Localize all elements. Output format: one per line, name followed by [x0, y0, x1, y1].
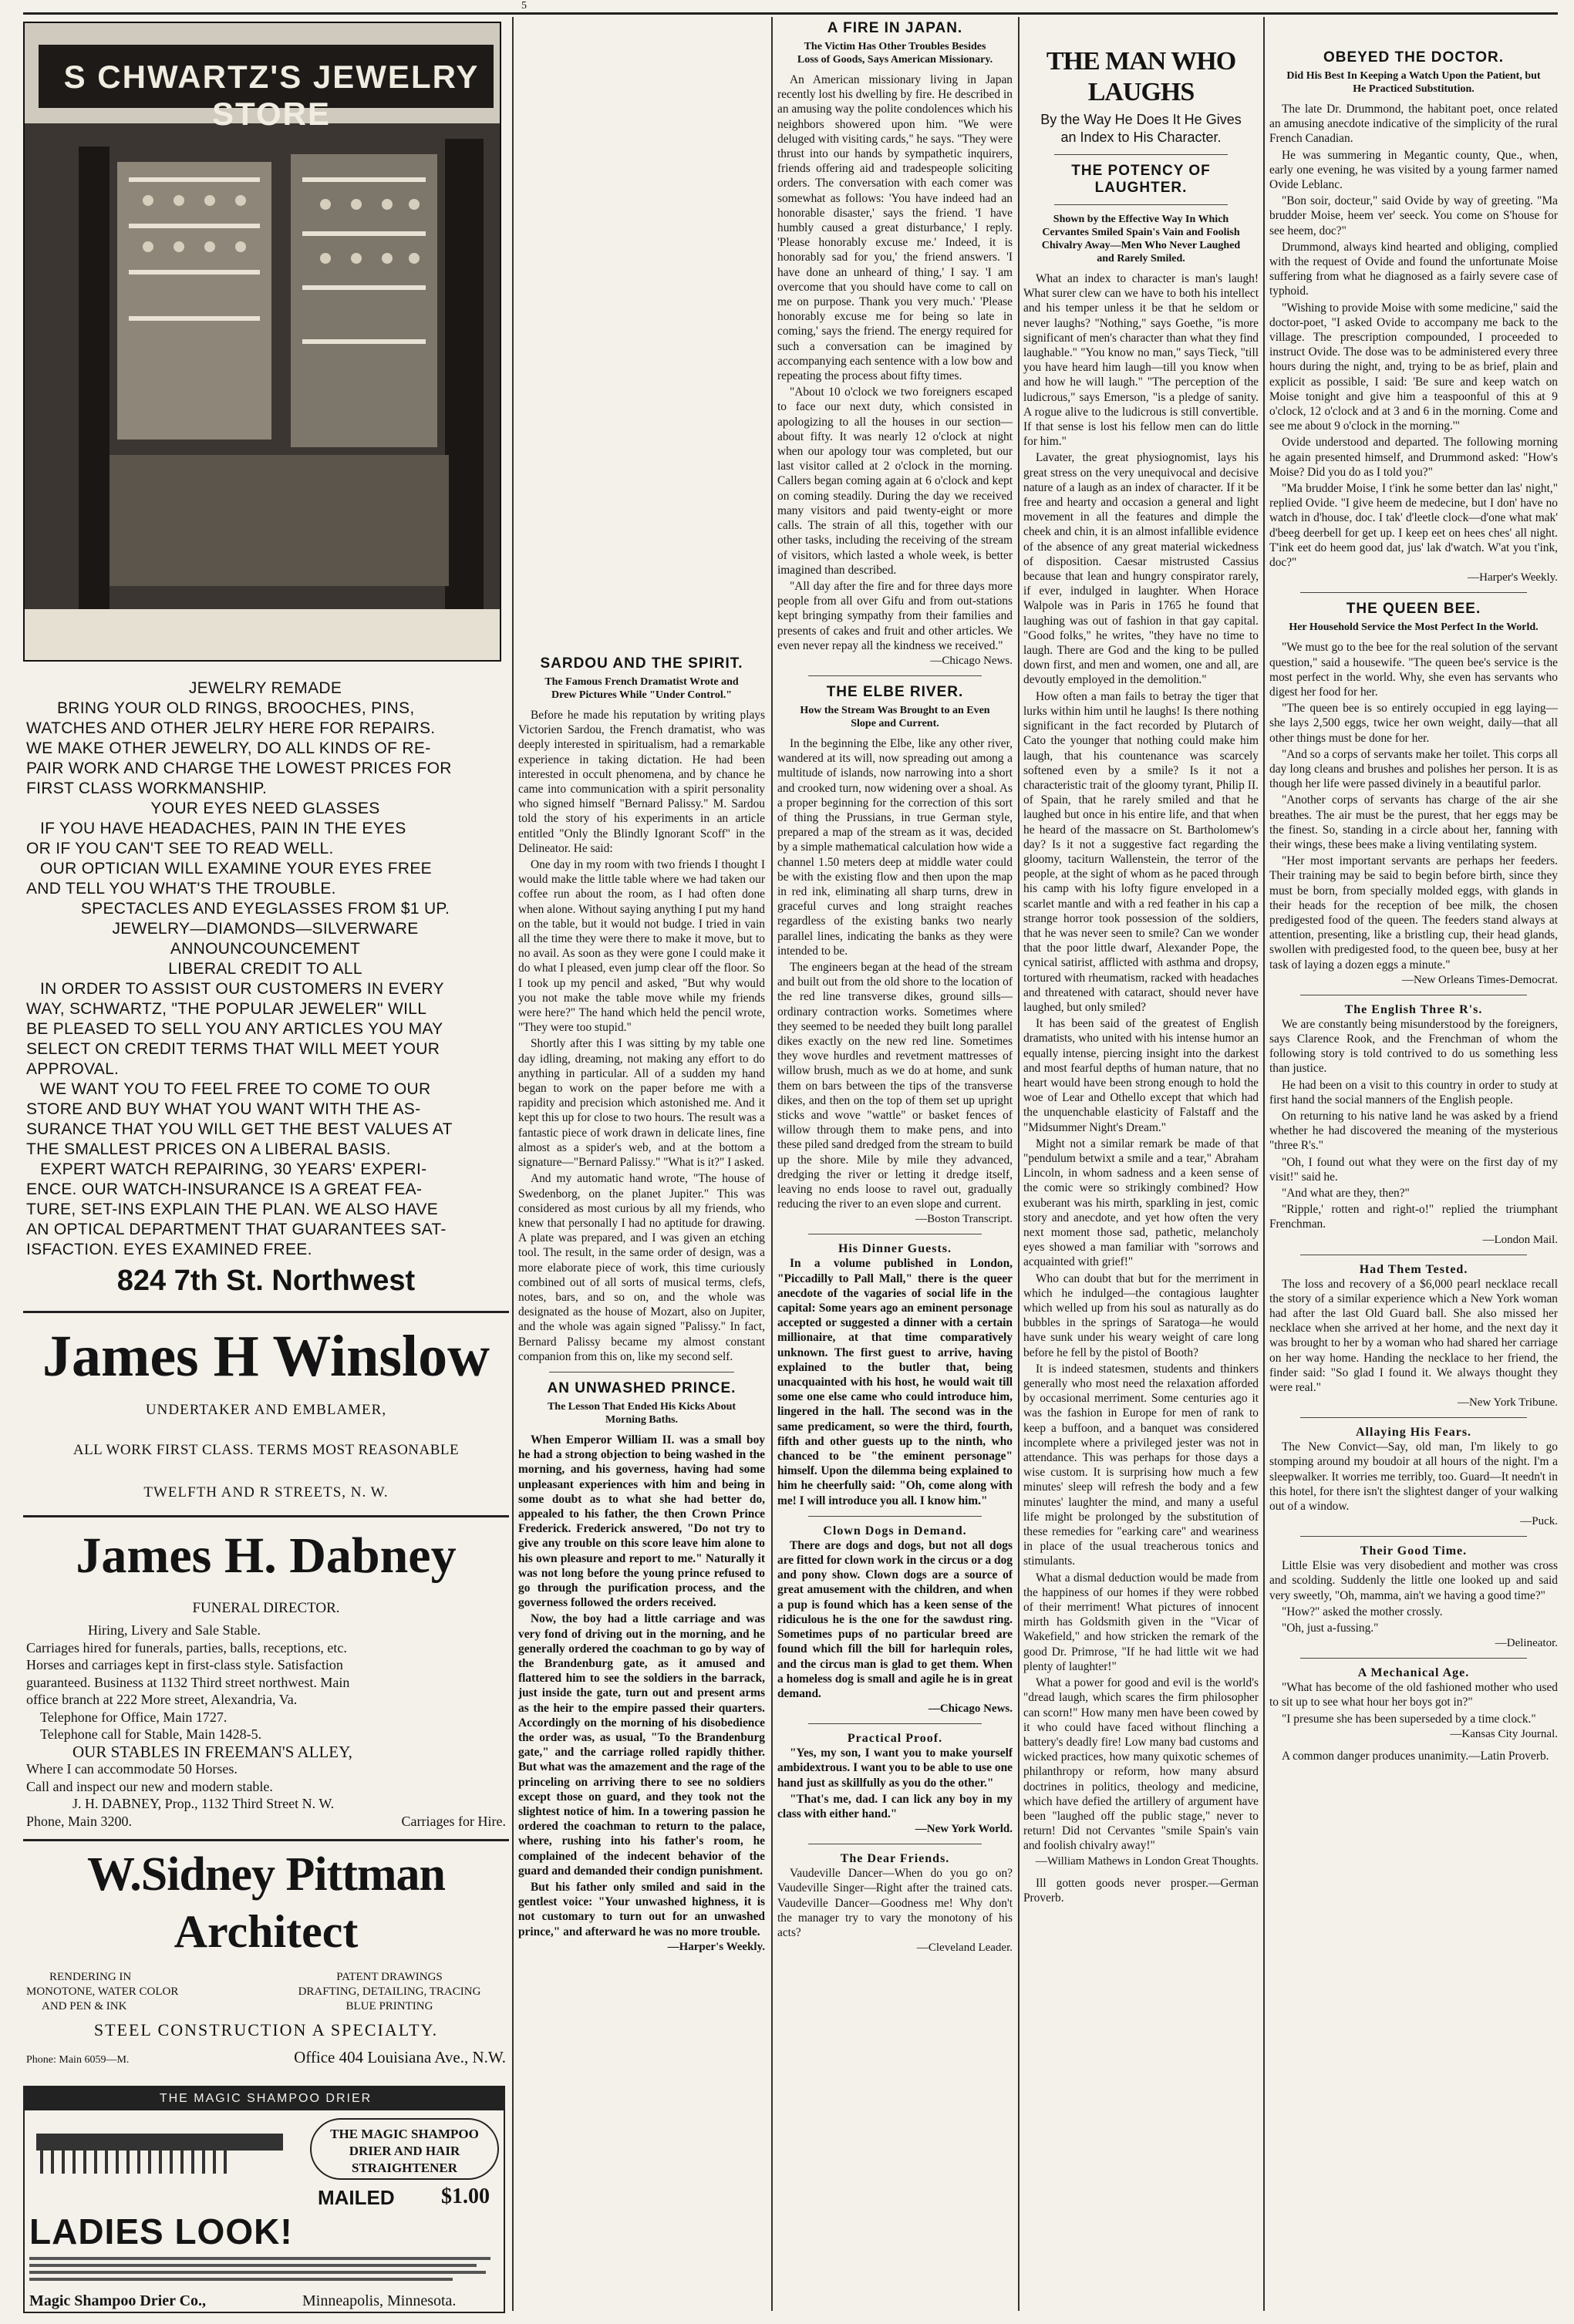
article-credit: —Puck. [1520, 1515, 1558, 1528]
pittman-service: PATENT DRAWINGS [336, 1971, 443, 1983]
article-paragraph: When Emperor William II. was a small boy he had a strong objection to being washed in the morning, and his governess, having had some unpleasant experiences with him and being in some doubt as to what she had better do, appealed to his father, the then Crown Prince Frederick. Frederick answered, "Do not try to give any trouble on this score leave him alone to his own pleasure and report to me." Naturally it was not long before the young prince refused to go through the purification process, and the governess followed the orders received. [518, 1433, 765, 1610]
dabney-line: Carriages hired for funerals, parties, balls, receptions, etc. [26, 1639, 347, 1655]
prince-subhead: The Lesson That Ended His Kicks About Morning Baths. [547, 1400, 736, 1426]
dabney-line: Where I can accommodate 50 Horses. [26, 1761, 238, 1777]
jewelry-ad-line: LIBERAL CREDIT TO ALL [168, 960, 362, 978]
article-paragraph: We are constantly being misunderstood by the foreigners, says Clarence Rook, and the Frenchman of whom the following story is told contrived to do us something less than justice. [1269, 1017, 1558, 1076]
jewelry-ad-line: SURANCE THAT YOU WILL GET THE BEST VALUES AT [26, 1120, 453, 1138]
article-paragraph: Drummond, always kind hearted and obliging, complied with the request of Ovide and found the unfortunate Moise suffering from what he diagnosed as a fairly severe case of typhoid. [1269, 240, 1558, 298]
potency-headline: THE POTENCY OF LAUGHTER. [1071, 163, 1211, 196]
dabney-line: Telephone for Office, Main 1727. [40, 1709, 228, 1725]
jewelry-ad-line: OUR OPTICIAN WILL EXAMINE YOUR EYES FREE [40, 860, 432, 877]
article-paragraph: It is indeed statesmen, students and thinkers generally who most need the relaxation afforded by occasional merriment. Some centuries ago it was the fashion in Europe for men of rank to keep a buffoon, and a banquet was considered incomplete where a privileged jester was not in attendance. This was perhaps for those days a wise custom. It is surprising how much a few minutes' sleep will refresh the body and a few minutes' laughter the mind, and many a useful life might be prolonged by the substitution of these remedies for "earking care" and weariness in place of the usual treacherous tonics and stimulants. [1023, 1362, 1259, 1568]
magic-price: $1.00 [441, 2184, 490, 2208]
article-paragraph: "I presume she has been superseded by a time clock." [1282, 1712, 1536, 1726]
dabney-body [26, 1622, 506, 1830]
pittman-steel: STEEL CONSTRUCTION A SPECIALTY. [93, 2020, 439, 2039]
jewelry-store-photo [23, 22, 501, 662]
laughs-subhead: By the Way He Does It He Gives an Index to His Character. [1040, 112, 1242, 145]
comb-heater-icon [32, 2118, 295, 2188]
article-paragraph: "What has become of the old fashioned mother who used to sit up to see what hour her boys got in?" [1269, 1681, 1558, 1709]
jewelry-ad-line: IN ORDER TO ASSIST OUR CUSTOMERS IN EVERY [40, 980, 444, 998]
article-separator [1300, 1658, 1527, 1659]
article-paragraph: There are dogs and dogs, but not all dogs are fitted for clown work in the circus or a dog and pony show. Clown dogs are a source of great amusement with the children, and when a pup is found which has a keen sense of the ridiculous he is the one for the sawdust ring. Sometimes pups of no particular breed are found which fill the bill for harlequin roles, and the circus man is glad to get them. When a homeless dog is small and agile he is in great demand. [777, 1538, 1013, 1700]
article-credit: —Harper's Weekly. [667, 1940, 765, 1953]
sardou-headline: SARDOU AND THE SPIRIT. [540, 655, 743, 672]
dabney-hire: Carriages for Hire. [401, 1813, 506, 1829]
bee-subhead: Her Household Service the Most Perfect In the World. [1289, 621, 1539, 634]
jewelry-ad-line: PAIR WORK AND CHARGE THE LOWEST PRICES FOR [26, 760, 452, 777]
jewelry-ad-line: AND TELL YOU WHAT'S THE TROUBLE. [26, 880, 336, 898]
jewelry-ad-line: FIRST CLASS WORKMANSHIP. [26, 780, 268, 797]
article-paragraph: Shortly after this I was sitting by my table one day idling, dreaming, not making any effort to do anything in particular. All of a sudden my hand began to work on the paper before me with a rapidity and precision which astonished me. And it kept this up for close to two hours. The result was a fantastic piece of work drawn in delicate lines, fine almost as a spider's web, and at the bottom a signature—"Bernard Palissy." "What is it?" I asked. [518, 1037, 765, 1170]
dabney-phone: Phone, Main 3200. [26, 1813, 132, 1829]
tested-headline: Had Them Tested. [1359, 1262, 1468, 1276]
pittman-service: DRAFTING, DETAILING, TRACING [298, 1986, 481, 1998]
article-paragraph: The loss and recovery of a $6,000 pearl necklace recall the story of a similar experience which a New York woman had after the last Old Guard ball. She also missed her necklace when she arrived at her home, and the next day it was brought to her by a woman who had shared her carriage on her way home. Handing the necklace to her friend, the finder said: "So glad I found it. We always thought they were real." [1269, 1277, 1558, 1395]
article-paragraph: In a volume published in London, "Piccadilly to Pall Mall," there is the queer anecdote of the vagaries of social life in the capital: Some years ago an eminent personage accepted or suggested a dinner with a certain millionaire, at that time comparatively unknown. The first guest to arrive, having explained to the butler that, being unacquainted with his host, he would wait till some one else came who could introduce him, lingered in the hall. The second was in the same predicament, so were the third, fourth, fifth and other guests up to the ninth, who chanced to be "the eminent personage" himself. Upon the dilemma being explained to him he cheerfully said: "Oh, come along with me! I will introduce you all. I know him." [777, 1257, 1013, 1507]
article-paragraph: "That's me, dad. I can lick any boy in my class with either hand." [777, 1792, 1013, 1820]
jewelry-ad-line: APPROVAL. [26, 1060, 120, 1078]
ad-divider [23, 1311, 509, 1313]
page-top-mark: 5 [521, 0, 527, 12]
winslow-line: UNDERTAKER AND EMBLAMER, [145, 1402, 387, 1418]
ad-divider [23, 1515, 509, 1517]
pittman-phone: Phone: Main 6059—M. [26, 2054, 130, 2066]
jewelry-ad-line: JEWELRY REMADE [188, 679, 342, 697]
pittman-service: AND PEN & INK [42, 2000, 127, 2012]
doctor-subhead: Did His Best In Keeping a Watch Upon the Patient, but He Practiced Substitution. [1286, 70, 1541, 95]
article-paragraph: The New Convict—Say, old man, I'm likely to go stomping around my boudoir at all hours of the night. I'm a sleepwalker. It worries me terribly, too. Guard—It needn't in this hotel, for there isn't the slightest danger of your walking out of a window. [1269, 1440, 1558, 1514]
article-paragraph: "Bon soir, docteur," said Ovide by way of greeting. "Ma brudder Moise, heem ver' seeck. You come on S'house for see heem, doc?" [1269, 194, 1558, 237]
article-separator [1054, 204, 1228, 205]
bee-headline: THE QUEEN BEE. [1346, 601, 1481, 618]
fire-headline: A FIRE IN JAPAN. [827, 20, 963, 36]
good-time-headline: Their Good Time. [1360, 1544, 1468, 1558]
jewelry-ad-line: ANNOUNCOUNCEMENT [170, 940, 361, 958]
magic-fine-print [29, 2253, 500, 2288]
article-separator [1300, 592, 1527, 593]
article-credit: —Delineator. [1495, 1637, 1558, 1650]
pittman-left [26, 1970, 258, 2014]
top-rule [23, 12, 1558, 15]
article-paragraph: "Oh, I found out what they were on the first day of my visit!" said he. [1269, 1155, 1558, 1184]
magic-city: Minneapolis, Minnesota. [302, 2292, 457, 2309]
column-rule [1018, 17, 1020, 2311]
article-paragraph: "Ripple,' rotten and right-o!" replied the triumphant Frenchman. [1269, 1203, 1558, 1231]
article-paragraph: "Yes, my son, I want you to make yourself ambidextrous. I want you to be able to use one hand just as skillfully as you do the other." [777, 1746, 1013, 1790]
jewelry-ad-line: BRING YOUR OLD RINGS, BROOCHES, PINS, [57, 699, 415, 717]
article-separator [808, 1516, 982, 1517]
article-paragraph: Vaudeville Dancer—When do you go on? Vaudeville Singer—Right after the trained cats. Vaudeville Dancer—Goodness me! Why don't the manager try to vary the monotony of his acts? [777, 1867, 1013, 1939]
article-credit: —Harper's Weekly. [1468, 571, 1558, 584]
article-paragraph: What an index to character is man's laugh! What surer clew can we have to both his intellect and his temper unless it be that he seldom or never laughs? "Nothing," says Goethe, "is more significant of men's character than what they find laughable." "You know no man," says Tieck, "till you have heard him laugh—till you know when and how he will laugh." "The perception of the ludicrous," says Emerson, "is a pledge of sanity. A rogue alive to the ludicrous is still convertible. If that sense is lost his fellow men can do little for him." [1023, 272, 1259, 449]
article-paragraph: But his father only smiled and said in the gentlest voice: "Your unwashed highness, it is not customary to turn out for an unwashed prince," and afterward he was no more trouble. [518, 1881, 765, 1938]
dabney-footer [26, 1813, 506, 1831]
friends-headline: The Dear Friends. [840, 1852, 950, 1866]
column-rule [771, 17, 773, 2311]
fire-subhead: The Victim Has Other Troubles Besides Loss of Goods, Says American Missionary. [797, 41, 993, 66]
jewelry-ad-line: OR IF YOU CAN'T SEE TO READ WELL. [26, 840, 334, 857]
article-paragraph: Ovide understood and departed. The following morning he again presented himself, and Drummond asked: "How's Moise? Did you do as I told you?" [1269, 436, 1558, 479]
article-credit: —New York Tribune. [1457, 1396, 1558, 1410]
article-paragraph: "The queen bee is so entirely occupied in egg laying—she lays 2,500 eggs, twice her own weight, daily—that all other things must be done for her. [1269, 702, 1558, 745]
article-paragraph: The late Dr. Drummond, the habitant poet, once related an amusing anecdote indicative of the simplicity of the rural French Canadian. [1269, 103, 1558, 146]
pittman-service: RENDERING IN [49, 1971, 132, 1983]
jewelry-ad-line: TURE, SET-INS EXPLAIN THE PLAN. WE ALSO HAVE [26, 1201, 439, 1218]
article-separator [808, 675, 982, 676]
article-separator [549, 1372, 734, 1373]
article-credit: —Cleveland Leader. [916, 1942, 1013, 1955]
jewelry-ad-line: YOUR EYES NEED GLASSES [150, 800, 380, 817]
jewelry-ad-line: STORE AND BUY WHAT YOU WANT WITH THE AS- [26, 1100, 421, 1118]
article-credit: —New York World. [915, 1823, 1013, 1836]
jewelry-ad-line: WATCHES AND OTHER JELRY HERE FOR REPAIRS. [26, 719, 436, 737]
article-paragraph: One day in my room with two friends I thought I would make the little table where we had taken our coffee run about the room, as I had often done when alone. Without saying anything I put my hand on the table, but it would not budge. I tried in vain all the time they were there to make it move, but to no avail. As soon as they were gone I could make it do what I pleased, even jump clear off the floor. So I took up my pencil and asked, "But why would you not make the table move while my friends were here?" The hand which held the pencil wrote, "They were too stupid." [518, 858, 765, 1035]
ad-divider [23, 1839, 509, 1841]
dabney-line: J. H. DABNEY, Prop., 1132 Third Street N. W. [72, 1796, 335, 1811]
article-paragraph: "Wishing to provide Moise with some medicine," said the doctor-poet, "I asked Ovide to accompany me back to the village. The prescription compounded, I proceeded to instruct Ovide. The dose was to be administered every three hours during the night, and, trying to be as brief, plain and explicit as possible, I said: 'Be sure and keep watch on Moise tonight and give him a teaspoonful of this at 9 o'clock, 12 o'clock and at 3 and 6 in the morning. Come and see me about 9 o'clock in the morning.'" [1269, 301, 1558, 433]
dinner-headline: His Dinner Guests. [838, 1242, 952, 1256]
magic-brand: THE MAGIC SHAMPOO DRIER AND HAIR STRAIGHTENER [310, 2118, 499, 2180]
pittman-name: W.Sidney Pittman [86, 1848, 445, 1901]
column-rule [512, 17, 514, 2311]
jewelry-ad-line: THE SMALLEST PRICES ON A LIBERAL BASIS. [26, 1140, 391, 1158]
column-4 [1023, 17, 1259, 2311]
jewelry-ad-line: BE PLEASED TO SELL YOU ANY ARTICLES YOU MAY [26, 1020, 443, 1038]
article-paragraph: "Ma brudder Moise, I t'ink he some better dan las' night," replied Ovide. "I give heem de medecine, but I don' have no watch in d'house, doc. I tak' d'leetle clock—d'one what mak' d'beeg deerbell for get up. I keep eet on hees ches' all night. T'ink eet do heem good dat, jus' lak d'watch. W'at you t'ink, doc?" [1269, 482, 1558, 570]
jewelry-ad-line: IF YOU HAVE HEADACHES, PAIN IN THE EYES [40, 820, 406, 837]
winslow-line: ALL WORK FIRST CLASS. TERMS MOST REASONABLE [72, 1442, 460, 1458]
article-paragraph: "And so a corps of servants make her toilet. This corps all day long cleans and brushes and polishes her person. It is as though her life were passed divinely in a beautiful parlor. [1269, 747, 1558, 791]
pittman-footer [26, 2048, 506, 2067]
article-credit: —Chicago News. [928, 1703, 1013, 1716]
article-paragraph: In the beginning the Elbe, like any other river, wandered at its will, now spreading out among a multitude of islands, now narrowing into a short and crooked turn, now widening over a shoal. As a proper beginning for the correction of this sort of thing the Prussians, in true German style, prepared a map of the stream as it was, decided by a simple mathematical calculation how wide a channel 1.50 meters deep at middle water could be with the existing flow and then upon the map in red ink, eliminating all sharp turns, drew in graceful curves and long straight reaches regardless of the existing banks two nearly parallel lines, indicating the banks as they were intended to be. [777, 736, 1013, 958]
dabney-line: guaranteed. Business at 1132 Third street northwest. Main [26, 1674, 350, 1690]
dabney-line: Call and inspect our new and modern stable. [26, 1778, 273, 1794]
pittman-service: MONOTONE, WATER COLOR [26, 1986, 179, 1998]
article-paragraph: "Oh, just a-fussing." [1282, 1622, 1379, 1635]
proof-headline: Practical Proof. [847, 1732, 943, 1746]
article-paragraph: Who can doubt that but for the merriment in which he indulged—the contagious laughter which welled up from his soul as naturally as do bubbles in the springs of Saratoga—he would have sunk under his weary weight of care long before he fell by the pistol of Booth? [1023, 1271, 1259, 1359]
column-2 [518, 655, 765, 2313]
three-rs-headline: The English Three R's. [1344, 1002, 1483, 1016]
article-paragraph: "About 10 o'clock we two foreigners escaped to face our next duty, which consisted in apologizing to all the houses in our section—about fifty. It was nearly 12 o'clock at night when our apology tour was completed, but our last visitor called at 2 o'clock in the morning. Callers began coming again at 6 o'clock and kept on coming steadily. During the day we received many visitors and paid twenty-eight or more calls. The strain of all this, together with our other tasks, including the receiving of the stream of visitors, which lasted a whole week, is better imagined than described. [777, 386, 1013, 577]
article-credit: —Chicago News. [930, 654, 1013, 667]
article-paragraph: He had been on a visit to this country in order to study at first hand the social manners of the English people. [1269, 1078, 1558, 1106]
article-paragraph: "Another corps of servants has charge of the air she breathes. The air must be the purest, that her eggs may be the finest. So, standing in a circle about her, fanning with their wings, these bees make a living ventilating system. [1269, 793, 1558, 851]
dabney-title: FUNERAL DIRECTOR. [192, 1600, 340, 1616]
elbe-headline: THE ELBE RIVER. [826, 683, 964, 700]
winslow-name: James H Winslow [42, 1324, 490, 1389]
jewelry-ad-line: WAY, SCHWARTZ, "THE POPULAR JEWELER" WILL [26, 1000, 427, 1018]
article-paragraph: The engineers began at the head of the stream and built out from the old shore to the location of the red line transverse dikes, ground sills—ordinary contraction works. Sometimes where they seemed to be needed they built long parallel dikes exactly on the new red line. Sometimes they wove hurdles and revetment mattresses of willow brush, much as we do at home, and sunk them on bars between the tips of the transverse dikes, and then on the top of them set up upright sticks and wove "wattle" or basket fences of willow through them to make pens, and into these piled sand dredged from the stream to build up the shore. Mile by mile they advanced, dredging the river or letting it dredge itself, leaving no ends loose to ravel out, gradually reducing the river to an even slope and current. [777, 960, 1013, 1211]
article-paragraph: How often a man fails to betray the tiger that lurks within him until he laughs! Is there nothing significant in the fact recorded by Plutarch of Cato the younger that nothing could make him laugh, that his countenance was scarcely softened even by a smile? Is it not a characteristic trait of the gloomy tyrant, Philip II. of Spain, that he rarely smiled and that he laughed but once in his entire life, and that when he heard of the massacre on St. Bartholomew's day? Is it not a suggestive fact regarding the gloomy, taciturn Wallenstein, the terror of the people, at the sight of whom as he paced through his camp with his lofty figure enveloped in a scarlet mantle and with a red feather in his cap a strange horror took possession of the soldiers, that he was never seen to smile? Can we wonder that the poor little dwarf, Alexander Pope, the cynical satirist, afflicted with asthma and dropsy, tortured with rheumatism, racked with headaches and threatened with cataract, should never have laughed, but only smiled? [1023, 689, 1259, 1014]
pittman-title: Architect [174, 1906, 359, 1957]
proverb: A common danger produces unanimity.—Latin Proverb. [1282, 1749, 1549, 1763]
pittman-office: Office 404 Louisiana Ave., N.W. [294, 2048, 506, 2066]
proverb: Ill gotten goods never prosper.—German Proverb. [1023, 1876, 1259, 1905]
article-separator [808, 1723, 982, 1724]
elbe-subhead: How the Stream Was Brought to an Even Slope and Current. [800, 704, 990, 729]
dabney-line: office branch at 222 More street, Alexandria, Va. [26, 1692, 298, 1707]
article-credit: —Kansas City Journal. [1450, 1727, 1558, 1740]
doctor-headline: OBEYED THE DOCTOR. [1323, 49, 1505, 66]
magic-mailed: MAILED [318, 2186, 395, 2209]
article-paragraph: It has been said of the greatest of English dramatists, who united with his intense humor an equally intense, piercing insight into the darkest and most fearful depths of human nature, that no heart would have been strong enough to hold the woe of Lear and Othello except that which had the unquenchable elasticity of Falstaff and the "Midsummer Night's Dream." [1023, 1017, 1259, 1134]
dabney-line: OUR STABLES IN FREEMAN'S ALLEY, [72, 1742, 352, 1761]
store-sign: S CHWARTZ'S JEWELRY STORE [63, 59, 480, 132]
jewelry-ad-line: SELECT ON CREDIT TERMS THAT WILL MEET YOUR [26, 1040, 440, 1058]
article-paragraph: Now, the boy had a little carriage and was very fond of driving out in the morning, and he generally ordered the coachman to go by way of the Brandenburg gate, as it amused and flattered him to see the soldiers in the barrack, just inside the gate, turn out and present arms as the heir to the empire passed their quarters. Accordingly on the morning of his disobedience the order was, as usual, "To the Brandenburg gate," and the carriage rolled rapidly thither. But what was the amazement and the rage of the princeling on arriving there to see no soldiers except those on guard, and they took not the slightest notice of him. In a towering passion he ordered the coachman to return to the palace, where, rushing into his father's room, he complained of the indecent behavior of the guard and demanded their condign punishment. [518, 1612, 765, 1878]
magic-banner: THE MAGIC SHAMPOO DRIER [25, 2087, 505, 2110]
jewelry-ad-line: JEWELRY—DIAMONDS—SILVERWARE [112, 920, 419, 938]
dabney-name: James H. Dabney [76, 1527, 457, 1584]
article-paragraph: What a dismal deduction would be made from the happiness of our homes if they were robbed of their merriment! What pictures of innocent mirth has Goldsmith given in the "Vicar of Wakefield," and how stricken the remark of the good Dr. Primrose, "If he had little wit we had plenty of laughter!" [1023, 1571, 1259, 1673]
sardou-subhead: The Famous French Dramatist Wrote and Drew Pictures While "Under Control." [544, 676, 739, 701]
prince-headline: AN UNWASHED PRINCE. [547, 1379, 736, 1396]
jewelry-ad-address: 824 7th St. Northwest [116, 1265, 416, 1297]
mechanical-headline: A Mechanical Age. [1357, 1666, 1470, 1680]
winslow-line: TWELFTH AND R STREETS, N. W. [143, 1484, 389, 1500]
article-paragraph: "We must go to the bee for the real solution of the servant question," said a housewife. "The queen bee's service is the most perfect in the world. Why, she even has servants who digest her food for her. [1269, 641, 1558, 699]
column-3 [777, 17, 1013, 2311]
article-separator [1300, 1536, 1527, 1537]
magic-company: Magic Shampoo Drier Co., [29, 2292, 207, 2309]
article-separator [1300, 1417, 1527, 1418]
article-paragraph: He was summering in Megantic county, Que., when, early one evening, he was visited by a young farmer named Ovide Leblanc. [1269, 148, 1558, 192]
pittman-service: BLUE PRINTING [345, 2000, 433, 2012]
article-credit: —London Mail. [1482, 1233, 1558, 1246]
article-paragraph: Before he made his reputation by writing plays Victorien Sardou, the French dramatist, who was deeply interested in spiritualism, had a remarkable experience in taking dictation. He had been interested in occult phenomena, and by chance he came into communication with a spirit personality who signed himself "Bernard Palissy." M. Sardou told the story of his experiments in an article entitled "Only the Blindly Ignorant Scoff" in the Delineator. He said: [518, 709, 765, 855]
jewelry-ad [26, 679, 504, 1260]
jewelry-ad-line: SPECTACLES AND EYEGLASSES FROM $1 UP. [80, 900, 450, 918]
article-paragraph: "And what are they, then?" [1282, 1187, 1410, 1200]
article-paragraph: And my automatic hand wrote, "The house of Swedenborg, on the planet Jupiter." This was considered as most curious by all my friends, who knew that personally I had no aptitude for drawing. A plate was prepared, and I was given an etching tool. The result, in the same order of design, was a more elaborate piece of work, this time curiously combined out of all sorts of musical terms, clefs, notes, bars, and so on, and the whole was designated as the house of Mozart, also on Jupiter, and the whole was again signed "Palissy." In fact, Bernard Palissy became my almost constant companion from this on, like my second self. [518, 1172, 765, 1363]
clown-headline: Clown Dogs in Demand. [823, 1524, 967, 1538]
article-paragraph: What a power for good and evil is the world's "dread laugh, which scares the firm philosopher can scorn!" How many men have been cowed by it who could have faced without flinching a battery's deadly fire! Low many bad customs and wicked practices, how many quixotic schemes of philanthropy or reform, how many absurd doctrines in politics, theology and medicine, which have defied the artillery of argument have been "laughed off the public stage," never to return! Did not Cervantes "smile Spain's vain and foolish chivalry away!" [1023, 1676, 1259, 1853]
dabney-line: Telephone call for Stable, Main 1428-5. [40, 1726, 262, 1742]
jewelry-ad-line: ISFACTION. EYES EXAMINED FREE. [26, 1241, 312, 1258]
fears-headline: Allaying His Fears. [1355, 1426, 1472, 1440]
article-paragraph: Lavater, the great physiognomist, lays his great stress on the very unequivocal and decisive nature of a laugh as an index of character. If it be free and hearty and occasion a general and light movement in all the features and dimple the cheek and chin, it is an almost infallible evidence of the absence of any great material wickedness of disposition. Caesar mistrusted Cassius because that lean and hungry conspirator rarely, if ever, indulged in laughter. When Horace Walpole was in Paris in 1765 he found that laughing was out of fashion in that gay capital. "Good folks," he writes, "they have no time to laugh. There are God and the king to be pulled down first, and men and women, one and all, are devoutly employed in the demolition." [1023, 451, 1259, 687]
potency-subhead: Shown by the Effective Way In Which Cervantes Smiled Spain's Vain and Foolish Chivalry Away—Men Who Never Laughed and Rarely Smiled. [1041, 214, 1241, 264]
article-paragraph: An American missionary living in Japan recently lost his dwelling by fire. He described in an amusing way the polite condolences which his neighbors showered upon him. "We were deluged with visiting cards," he says. "They were thrust into our hands by sympathetic inquirers, friends offering aid and tradespeople soliciting orders. The conversation with each comer was somewhat as follows: 'You have indeed had an honorable disaster,' says the friend. 'I have humbly caused a great disturbance,' I reply. 'Please honorably excuse me.' Indeed, it is honorably sad for you,' the friend answers. 'I have done an unheard of thing,' I say. 'I am overcome that you should have come to call on me on purpose. Thank you very much.' 'Please honorably excuse me for being so late in coming,' says the friend. The energy required for such a conversation can be imagined by accompanying each sentence with a low bow and repeating the process about fifty times. [777, 73, 1013, 383]
article-paragraph: Might not a similar remark be made of that "pendulum betwixt a smile and a tear," Abraham Lincoln, in whom sadness and a keen sense of the comic were so strikingly combined? How exuberant was his mirth, sparkling in jest, comic story and anecdote, and yet how often the very next moment those sad, pathetic, melancholy eyes showed a man familiar with "sorrows and acquainted with grief!" [1023, 1137, 1259, 1269]
jewelry-ad-line: WE MAKE OTHER JEWELRY, DO ALL KINDS OF RE- [26, 739, 431, 757]
pittman-right [270, 1970, 509, 2014]
jewelry-ad-line: WE WANT YOU TO FEEL FREE TO COME TO OUR [40, 1080, 431, 1098]
article-paragraph: "Her most important servants are perhaps her feeders. Their training may be said to begin before birth, since they must be born, from specially molded eggs, with glands in their heads for the reception of bee milk, the chosen predigested food of the queen. The feeders stand always at attention, presenting, like a bristling cup, their head glands, swollen with predigested food, to the queen bee, busy at her task of laying a dozen eggs a minute." [1269, 854, 1558, 972]
magic-headline: LADIES LOOK! [29, 2211, 293, 2252]
dabney-line: Horses and carriages kept in first-class style. Satisfaction [26, 1657, 343, 1672]
article-paragraph: Little Elsie was very disobedient and mother was cross and scolding. Suddenly the little one looked up and said very sweetly, "Oh, mamma, ain't we having a good time?" [1269, 1559, 1558, 1602]
jewelry-ad-line: EXPERT WATCH REPAIRING, 30 YEARS' EXPERI- [40, 1160, 427, 1178]
jewelry-ad-line: AN OPTICAL DEPARTMENT THAT GUARANTEES SAT- [26, 1221, 447, 1238]
laughs-headline: THE MAN WHO LAUGHS [1046, 47, 1236, 106]
article-credit: —New Orleans Times-Democrat. [1401, 973, 1558, 986]
jewelry-ad-line: ENCE. OUR WATCH-INSURANCE IS A GREAT FEA- [26, 1181, 423, 1198]
column-5 [1269, 17, 1558, 2311]
column-rule [1263, 17, 1265, 2311]
article-paragraph: "How?" asked the mother crossly. [1282, 1605, 1443, 1618]
article-separator [1054, 154, 1228, 155]
article-paragraph: "All day after the fire and for three days more people from all over Gifu and from out-stations kept bringing sympathy from their families and presents of cakes and fruit and other articles. We even never repay all the kindness we received." [777, 579, 1013, 652]
magic-shampoo-ad [23, 2086, 505, 2313]
dabney-line: Hiring, Livery and Sale Stable. [88, 1622, 261, 1638]
article-credit: —Boston Transcript. [915, 1213, 1013, 1226]
article-paragraph: On returning to his native land he was asked by a friend whether he had discovered the meaning of the mysterious "three R's." [1269, 1109, 1558, 1153]
article-credit: —William Mathews in London Great Thoughts. [1035, 1854, 1259, 1868]
